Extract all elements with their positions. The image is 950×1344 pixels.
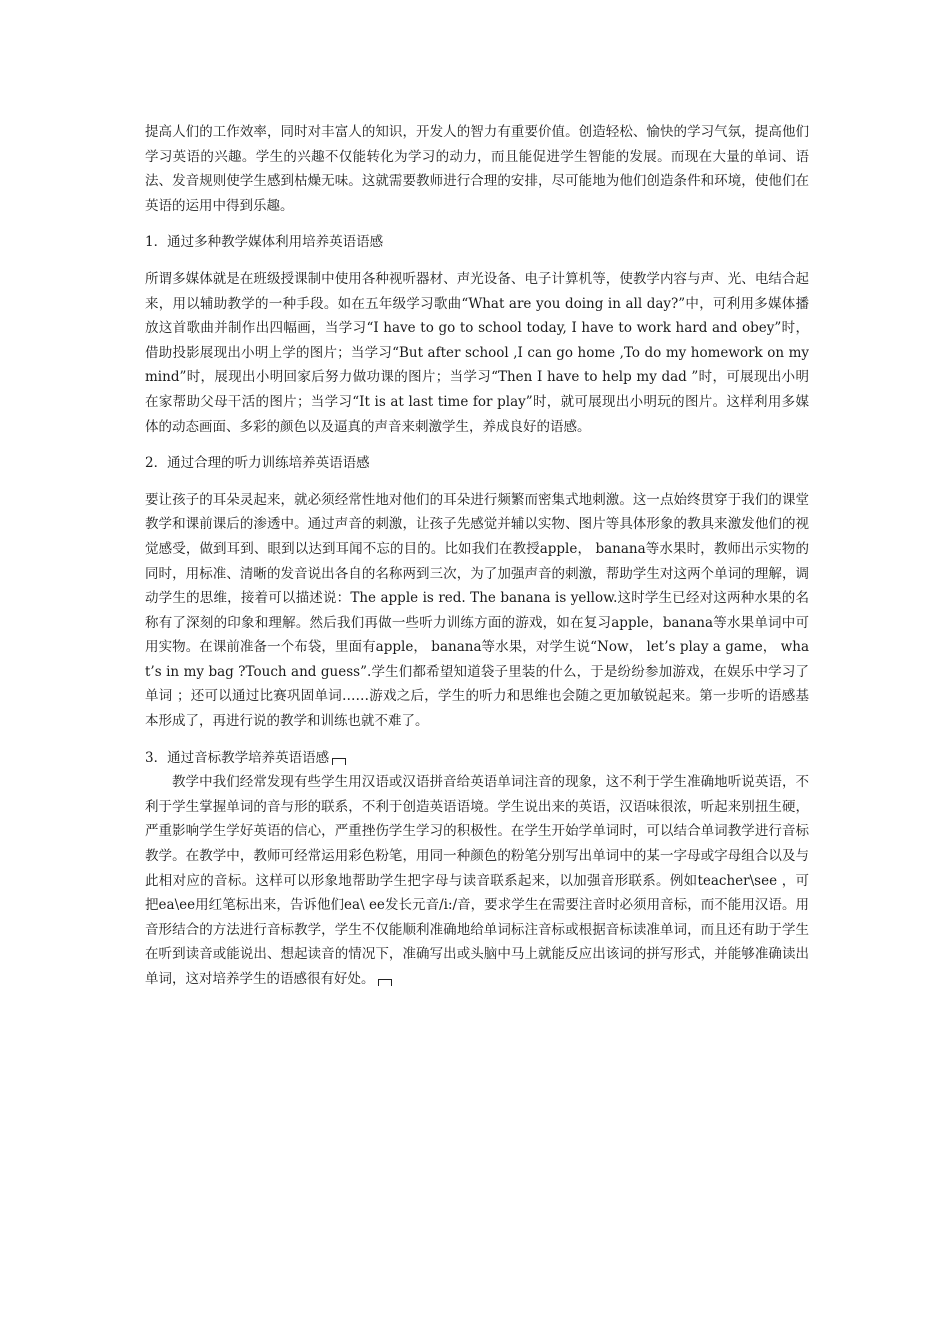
section-1-paragraph: 所谓多媒体就是在班级授课制中使用各种视听器材、声光设备、电子计算机等，使教学内容与声、光、电结合起来，用以辅助教学的一种手段。如在五年级学习歌曲“What are you doing in all day?”中，可利用多媒体播放这首歌曲并制作出四幅画，当学习“I have to go to school today, I have to work hard and obey”时，借助投影展现出小明上学的图片；当学习“But after school ,I can go home ,To do my homework on my mind”时，展现出小明回家后努力做功课的图片；当学习“Then I have to help my dad ”时，可展现出小明在家帮助父母干活的图片；当学习“It is at last time for play”时，就可展现出小明玩的图片。这样利用多媒体的动态画面、多彩的颜色以及逼真的声音来刺激学生，养成良好的语感。 [145,270,809,435]
paragraph-mark-icon [378,979,392,986]
section-3-heading-line [145,746,809,771]
section-2-heading: 2．通过合理的听力训练培养英语语感 [145,455,370,472]
intro-paragraph: 提高人们的工作效率，同时对丰富人的知识，开发人的智力有重要价值。创造轻松、愉快的学习气氛，提高他们学习英语的兴趣。学生的兴趣不仅能转化为学习的动力，而且能促进学生智能的发展。而现在大量的单词、语法、发音规则使学生感到枯燥无味。这就需要教师进行合理的安排，尽可能地为他们创造条件和环境，使他们在英语的运用中得到乐趣。 [145,124,809,214]
section-2-paragraph: 要让孩子的耳朵灵起来，就必须经常性地对他们的耳朵进行频繁而密集式地刺激。这一点始终贯穿于我们的课堂教学和课前课后的渗透中。通过声音的刺激，让孩子先感觉并辅以实物、图片等具体形象的教具来激发他们的视觉感受，做到耳到、眼到以达到耳闻不忘的目的。比如我们在教授apple， banana等水果时，教师出示实物的同时，用标准、清晰的发音说出各自的名称两到三次，为了加强声音的刺激，帮助学生对这两个单词的理解，调动学生的思维，接着可以描述说：The apple is red. The banana is yellow.这时学生已经对这两种水果的名称有了深刻的印象和理解。然后我们再做一些听力训练方面的游戏，如在复习apple，banana等水果单词中可用实物。在课前准备一个布袋，里面有apple， banana等水果，对学生说“Now， let’s play a game， what’s in my bag ?Touch and guess”.学生们都希望知道袋子里装的什么，于是纷纷参加游戏，在娱乐中学习了单词 ；还可以通过比赛巩固单词……游戏之后，学生的听力和思维也会随之更加敏锐起来。第一步听的语感基本形成了，再进行说的教学和训练也就不难了。 [145,491,809,730]
section-1-heading: 1．通过多种教学媒体利用培养英语语感 [145,234,384,251]
paragraph-mark-icon [332,758,346,765]
section-3-heading: 3．通过音标教学培养英语语感 [145,749,330,766]
document-page [145,120,809,1004]
section-3-paragraph-line [145,770,809,991]
section-3-paragraph: 教学中我们经常发现有些学生用汉语或汉语拼音给英语单词注音的现象，这不利于学生准确地听说英语，不利于学生掌握单词的音与形的联系，不利于创造英语语境。学生说出来的英语，汉语味很浓，听起来别扭生硬，严重影响学生学好英语的信心，严重挫伤学生学习的积极性。在学生开始学单词时，可以结合单词教学进行音标教学。在教学中，教师可经常运用彩色粉笔，用同一种颜色的粉笔分别写出单词中的某一字母或字母组合以及与此相对应的音标。这样可以形象地帮助学生把字母与读音联系起来，以加强音形联系。例如teacher\see ，可把ea\ee用红笔标出来，告诉他们ea\ ee发长元音/i:/音，要求学生在需要注音时必须用音标，而不能用汉语。用音形结合的方法进行音标教学，学生不仅能顺利准确地给单词标注音标或根据音标读准单词，而且还有助于学生在听到读音或能说出、想起读音的情况下，准确写出或头脑中马上就能反应出该词的拼写形式，并能够准确读出单词，这对培养学生的语感很有好处。 [145,774,809,987]
